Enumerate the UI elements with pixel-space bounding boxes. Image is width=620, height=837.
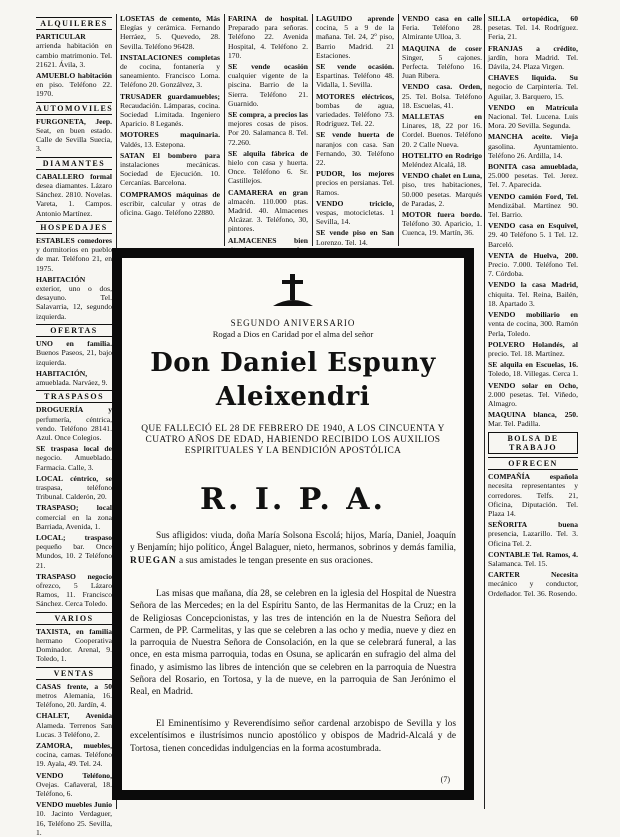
classifieds-column-1 bbox=[36, 14, 114, 837]
classified-ad: SATAN El bombero para instalaciones mecánicas. Sociedad de Ejecución. 10. Cercanías. Barcelona. bbox=[120, 150, 220, 188]
section-header: HOSPEDAJES bbox=[36, 221, 112, 234]
classified-ad: HOTELITO en Rodrigo Meléndez Alcalá, 18. bbox=[402, 150, 482, 170]
classified-ad: HABITACIÓN exterior, uno o dos, desayuno. Tel. Salavarria, 12, segundo izquierda. bbox=[36, 274, 112, 321]
classified-ad: LOSETAS de cemento, Más Elegías y cerámica. Fernando Herráez, 5. Quevedo, 28. Sevilla. Teléfono 96428. bbox=[120, 14, 220, 51]
classified-ad: TAXISTA, en familia hermano Cooperativa Dominador. Arenal, 9. Toledo, 1. bbox=[36, 626, 112, 664]
classified-ad: SE vende ocasión. Espartinas. Teléfono 48. Vidalla, 1. Sevilla. bbox=[316, 62, 394, 90]
classified-ad: VENDO en Matrícula Nacional. Tel. Lucena. Luis Mora. 20 Sevilla. Segunda. bbox=[488, 102, 578, 131]
classified-ad: FRANJAS a crédito, jardín, hora Madrid. Tel. Dávila, 24. Plaza Virgen. bbox=[488, 43, 578, 72]
classified-ad: SE compra, a precios las mejores cosas de pisos. Por 20. Salamanca 8. Tel. 72.260. bbox=[228, 110, 308, 147]
classified-ad: SE alquila fábrica de hielo con casa y huerta. Once. Teléfono 6. Sr. Castillejos. bbox=[228, 148, 308, 186]
classified-ad: ZAMORA, muebles, cocina, camas. Teléfono 19. Ayala, 49. Tel. 24. bbox=[36, 741, 112, 769]
classifieds-column-6 bbox=[488, 14, 578, 809]
classified-ad: PARTICULAR arrienda habitación en cambio matrimonio. Tel. 21621. Ávila, 3. bbox=[36, 32, 112, 69]
classified-ad: TRASPASO negocio ofrezco, 5 Lázaro Ramos, 11. Francisco Sánchez. Cerca Toledo. bbox=[36, 571, 112, 609]
classified-ad: MAQUINA de coser Singer, 5 cajones. Perfecta. Teléfono 16. Juan Ribera. bbox=[402, 43, 482, 81]
ruegan-word: RUEGAN bbox=[130, 555, 177, 566]
classified-ad: SE traspasa local de negocio. Amueblado. Farmacia. Calle, 3. bbox=[36, 444, 112, 472]
classified-ad: VENDO muebles Junio 10. Jacinto Verdaguer, 16, Teléfono 25. Sevilla, 1. bbox=[36, 800, 112, 837]
section-header: ALQUILERES bbox=[36, 17, 112, 30]
classified-ad: MOTORES eléctricos, bombas de agua, variedades. Teléfono 73. Rodríguez. Tel. 22. bbox=[316, 91, 394, 129]
classified-ad: SILLA ortopédica, 60 pesetas. Tel. 14. Rodríguez. Feria, 21. bbox=[488, 14, 578, 42]
mourners-text: Sus afligidos: viuda, doña María Solsona Escolá; hijos, María, Daniel, Joaquín y Benjamín; hijo político, Ángel Balaguer, nieto, hermanos, sobrinos y demás familia, bbox=[130, 531, 456, 554]
classified-ad: CHALET, Avenida Alameda. Terrenos San Lucas. 3 Teléfono, 2. bbox=[36, 711, 112, 739]
section-header: OFERTAS bbox=[36, 324, 112, 337]
job-ad: CONTABLE Tel. Ramos, 4. Salamanca. Tel. 15. bbox=[488, 549, 578, 568]
deceased-name-line-1: Don Daniel Espuny bbox=[150, 348, 436, 378]
classified-ad: MOTORES maquinaria. Valdés, 13. Estepona. bbox=[120, 130, 220, 149]
section-header: AUTOMOVILES bbox=[36, 102, 112, 115]
classified-ad: ESTABLES comedores y dormitorios en pueblo de mar. Teléfono 21, en 1975. bbox=[36, 236, 112, 273]
classified-ad: TRUSADER guardamuebles; Recaudación. Lámparas, cocina. Sociedad Limitada. Ingeniero Aparicio. 8 Leganés. bbox=[120, 91, 220, 129]
classified-ad: INSTALACIONES completas de cocina, fontanería y saneamiento. Francisco Loma. Teléfono 20. Gonzálvez, 3. bbox=[120, 52, 220, 90]
column-divider bbox=[484, 14, 485, 809]
classified-ad: BONITA casa amueblada, 25.000 pesetas. Tel. Jerez. Tel. 7. Aparecida. bbox=[488, 162, 578, 190]
classified-ad: VENDO triciclo, vespas, motocicletas. 1 Sevilla, 14. bbox=[316, 198, 394, 227]
column-divider bbox=[224, 14, 225, 246]
classified-ad: CASAS frente, a 50 metros Alemania, 16. Teléfono, 20. Jardín, 4. bbox=[36, 681, 112, 710]
classified-ad: SE alquila en Escuelas, 16. Toledo, 18. Villegas. Cerca 1. bbox=[488, 360, 578, 379]
job-ad: COMPAÑÍA española necesita representantes y corredores. Telfs. 21, Oficina, Diputación. Tel. Plaza 14. bbox=[488, 472, 578, 518]
classifieds-column-4 bbox=[316, 14, 394, 246]
indulgences-paragraph: El Eminentísimo y Reverendísimo señor cardenal arzobispo de Sevilla y los excelentísimos e ilustrísimos nuncio apostólico y obispos de Madrid-Alcalá y de Tortosa, tienen concedidas indulgencias en la forma acostumbrada. bbox=[130, 719, 456, 754]
classified-ad: VENDO mobiliario en venta de cocina, 300. Ramón Perla, Toledo. bbox=[488, 310, 578, 338]
classified-ad: LOCAL céntrico, se traspasa, teléfono Tribunal. Calderón, 20. bbox=[36, 473, 112, 502]
classified-ad: MALLETAS en Linares, 18, 22 por 16. Cordel. Buenos. Teléfono 20. 2 Calle Nueva. bbox=[402, 112, 482, 149]
column-divider bbox=[398, 14, 399, 246]
job-ad: SEÑORITA buena presencia, Lazarillo. Tel. 3. Oficina Tel. 2. bbox=[488, 520, 578, 548]
notice-reference-number: (7) bbox=[440, 775, 450, 784]
mourners-paragraph bbox=[130, 530, 456, 567]
section-header: TRASPASOS bbox=[36, 390, 112, 403]
death-date-statement: QUE FALLECIÓ EL 28 DE FEBRERO DE 1940, A LOS CINCUENTA Y CUATRO AÑOS DE EDAD, HABIENDO RECIBIDO LOS AUXILIOS ESPIRITUALES Y LA BENDICIÓN APOSTÓLICA bbox=[141, 424, 445, 456]
classified-ad: TRASPASO; local comercial en la zona Barriada, Avenida, 1. bbox=[36, 503, 112, 531]
classified-ad: VENDO casa en calle Feria. Teléfono 28. Almirante Ulloa, 3. bbox=[402, 14, 482, 42]
job-ad: CARTER Necesita mecánico y conductor, Ordeñador. Tel. 36. Rosendo. bbox=[488, 570, 578, 598]
cross-icon bbox=[263, 272, 323, 308]
classified-ad: DROGUERÍA y perfumería, céntrica, vendo. Teléfono 28141. Azul. Once Colegios. bbox=[36, 405, 112, 442]
classified-ad: COMPRAMOS máquinas de escribir, calcular y otras de oficina. Gago. Teléfono 22880. bbox=[120, 189, 220, 218]
anniversary-kicker: SEGUNDO ANIVERSARIO bbox=[230, 318, 356, 328]
classified-ad: FURGONETA, Jeep. Seat, en buen estado. Calle de Sevilla Suecia, 3. bbox=[36, 116, 112, 154]
obituary-notice bbox=[112, 248, 474, 800]
classified-ad: VENTA de Huelva, 200. Precio. 7.000. Teléfono Tel. 7. Córdoba. bbox=[488, 250, 578, 279]
classified-ad: SE vende huerta de naranjos con casa. San Fernando, 30. Teléfono 22. bbox=[316, 130, 394, 168]
ripa-heading: R. I. P. A. bbox=[200, 482, 386, 517]
classified-ad: VENDO la casa Madrid, chiquita. Tel. Reina, Bailén, 18. Apartado 3. bbox=[488, 280, 578, 308]
classifieds-column-5 bbox=[402, 14, 482, 246]
classified-ad: SE vende ocasión cualquier vigente de la piscina. Barrio de la Sierra. Teléfono 21. Guarnido. bbox=[228, 62, 308, 108]
classified-ad: CABALLERO formal desea diamantes. Lázaro Sánchez. 2810. Novelas. Vareta, 1. Campos. Antonio Martínez. bbox=[36, 171, 112, 218]
classified-ad: CHAVES liquida. Su negocio de Carpintería. Tel. Aguilar, 3. Barquero, 15. bbox=[488, 73, 578, 101]
masses-paragraph: Las misas que mañana, día 28, se celebren en la iglesia del Hospital de Nuestra Señora de las Mercedes; en la del Espíritu Santo, de las Hermanitas de la Cruz; en la de Religiosas Concepcionistas, y las tres de intención en la de Nuestra Señora del Carmen, de PP. Carmelitas, y las que se celebren a las ocho y media, nueve y diez en la parroquia de Nuestra Señora de Consolación, en la que se celebrará funeral, a las once, en esta misma parroquia, todas en Osuna, se aplicarán en sufragio del alma del finado, y asimismo las libres de intención que se celebren en la parroquia de Nuestra Señora del Rosario, en Tortosa, y la de nueve, en la parroquia de San Jerónimo el Real, en Madrid. bbox=[130, 589, 456, 698]
classified-ad: HABITACIÓN, amueblada. Narváez, 9. bbox=[36, 368, 108, 387]
classified-ad: VENDO camión Ford, Tel. Mendizábal. Martínez 90. Tel. Barrio. bbox=[488, 191, 578, 220]
offers-subheader: OFRECEN bbox=[488, 457, 578, 470]
prayer-request-line: Rogad a Dios en Caridad por el alma del señor bbox=[212, 329, 374, 339]
classified-ad: FARINA de hospital. Preparado para señoras. Teléfono 22. Avenida Hospital, 4. Teléfono 2. 170. bbox=[228, 14, 308, 60]
classified-ad: ALMACENES bien bbox=[228, 235, 308, 245]
classified-ad: PUDOR, los mejores precios en persianas. Tel. Ramos. bbox=[316, 169, 394, 197]
section-header: VENTAS bbox=[36, 667, 112, 680]
classified-ad: MAQUINA blanca, 250. Mar. Tel. Padilla. bbox=[488, 410, 578, 429]
column-divider bbox=[312, 14, 313, 246]
classified-ad: VENDO Teléfono, Ovejas. Cañaveral, 18. Teléfono, 6. bbox=[36, 770, 112, 799]
classified-ad: UNO en familia. Buenos Paseos, 21, bajo izquierda. bbox=[36, 339, 112, 367]
classified-ad: VENDO chalet en Luna, piso, tres habitaciones, 50.000 pesetas. Marqués de Paradas, 2. bbox=[402, 171, 482, 208]
classified-ad: LOCAL; traspaso pequeño bar. Once Mundos, 10. 2 Teléfono 21. bbox=[36, 532, 112, 570]
classifieds-column-2 bbox=[120, 14, 220, 246]
classifieds-column-3 bbox=[228, 14, 308, 246]
classified-ad: POLVERO Holandés, al precio. Tel. 18. Martínez. bbox=[488, 339, 578, 358]
classified-ad: VENDO casa. Orden, 25. Tel. Bolsa. Teléfono 18. Escuelas, 41. bbox=[402, 82, 482, 110]
classified-ad: VENDO solar en Ocho, 2.000 pesetas. Tel. Viñedo, Almagro. bbox=[488, 380, 578, 408]
classified-ad: LAGUIDO aprende cocina, 5 a 9 de la mañana. Tel. 24, 2º piso, Barrio Madrid. 21 Estaciones. bbox=[316, 14, 394, 60]
classified-ad: MOTOR fuera bordo. Teléfono 30. Aparicio, 1. Cuenca, 19. Martín, 36. bbox=[402, 210, 482, 238]
section-header: DIAMANTES bbox=[36, 157, 112, 170]
section-header: VARIOS bbox=[36, 612, 112, 625]
classified-ad: CAMARERA en gran almacén. 110.000 ptas. Madrid. 40. Almacenes Alcázar. 3. Teléfono, 30, pintores. bbox=[228, 187, 308, 234]
mourners-request-text: a sus amistades le tengan presente en sus oraciones. bbox=[178, 555, 373, 566]
classified-ad: SE vende piso en San Lorenzo. Tel. 14. bbox=[316, 228, 394, 247]
deceased-name-line-2: Aleixendri bbox=[215, 382, 371, 412]
classified-ad: AMUEBLO habitación en piso. Teléfono 22. 1970. bbox=[36, 71, 112, 99]
classified-ad: VENDO casa en Esquivel, 29. 40 Teléfono 5. 1 Tel. 12. Barceló. bbox=[488, 221, 578, 249]
classified-ad: MANCHA aceite. Vieja gasolina. Ayuntamiento. Teléfono 26. Ardilla, 14. bbox=[488, 132, 578, 160]
work-exchange-header: BOLSA DE TRABAJO bbox=[488, 432, 578, 454]
